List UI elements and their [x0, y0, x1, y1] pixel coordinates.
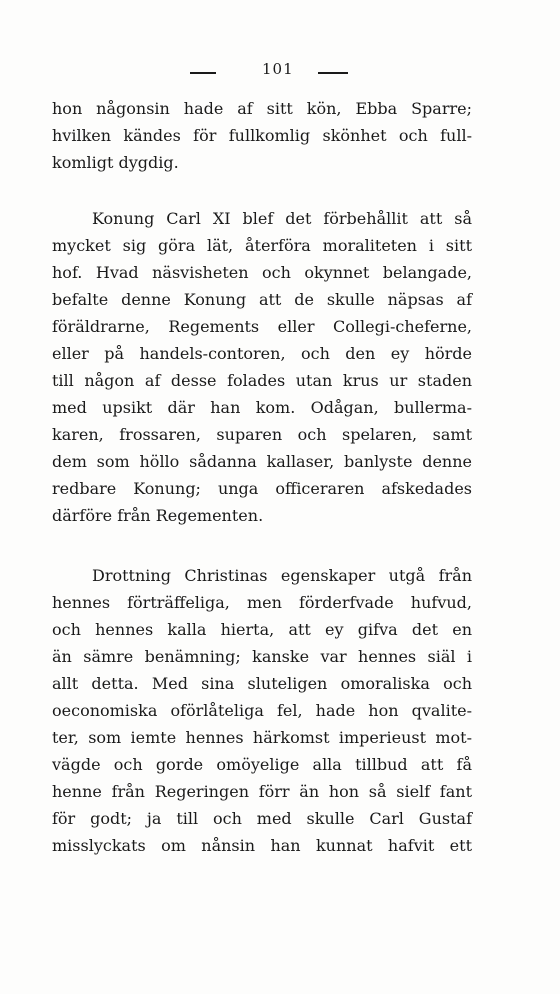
- text-line: henne från Regeringen förr än hon så sielf fant: [52, 782, 472, 801]
- text-line: mycket sig göra lät, återföra moraliteten i sitt: [52, 236, 472, 255]
- text-line: komligt dygdig.: [52, 153, 179, 172]
- text-line: därföre från Regementen.: [52, 506, 264, 525]
- text-line: vägde och gorde omöyelige alla tillbud att få: [52, 755, 472, 774]
- text-line: befalte denne Konung att de skulle näpsas af: [52, 290, 472, 309]
- text-line: till någon af desse folades utan krus ur staden: [52, 371, 472, 390]
- text-line: med upsikt där han kom. Odågan, bullerma-: [52, 398, 472, 417]
- text-line: eller på handels-contoren, och den ey hörde: [52, 344, 472, 363]
- header-rule-right: [318, 72, 348, 74]
- text-line: redbare Konung; unga officeraren afskedades: [52, 479, 472, 498]
- page-header: [0, 60, 560, 84]
- text-line: hof. Hvad näsvisheten och okynnet belangade,: [52, 263, 472, 282]
- text-line: hvilken kändes för fullkomlig skönhet och full-: [52, 126, 472, 145]
- text-line: och hennes kalla hierta, att ey gifva det en: [52, 620, 472, 639]
- text-line: misslyckats om nånsin han kunnat hafvit ett: [52, 836, 472, 855]
- page-number: 101: [262, 60, 294, 78]
- text-line: ter, som iemte hennes härkomst imperieust mot-: [52, 728, 472, 747]
- text-line: för godt; ja till och med skulle Carl Gustaf: [52, 809, 472, 828]
- text-line: hennes förträffeliga, men förderfvade hufvud,: [52, 593, 472, 612]
- text-line: än sämre benämning; kanske var hennes siäl i: [52, 647, 472, 666]
- paragraph-1: [52, 95, 472, 176]
- paragraph-3: [52, 562, 472, 859]
- text-line: oeconomiska oförlåteliga fel, hade hon qvalite-: [52, 701, 472, 720]
- paragraph-2: [52, 205, 472, 529]
- text-line: föräldrarne, Regements eller Collegi-cheferne,: [52, 317, 472, 336]
- header-rule-left: [190, 72, 216, 74]
- text-line: Konung Carl XI blef det förbehållit att så: [92, 209, 472, 228]
- text-line: dem som höllo sådanna kallaser, banlyste denne: [52, 452, 472, 471]
- text-line: karen, frossaren, suparen och spelaren, samt: [52, 425, 472, 444]
- text-line: Drottning Christinas egenskaper utgå från: [92, 566, 472, 585]
- text-line: hon någonsin hade af sitt kön, Ebba Sparre;: [52, 99, 472, 118]
- text-line: allt detta. Med sina sluteligen omoraliska och: [52, 674, 472, 693]
